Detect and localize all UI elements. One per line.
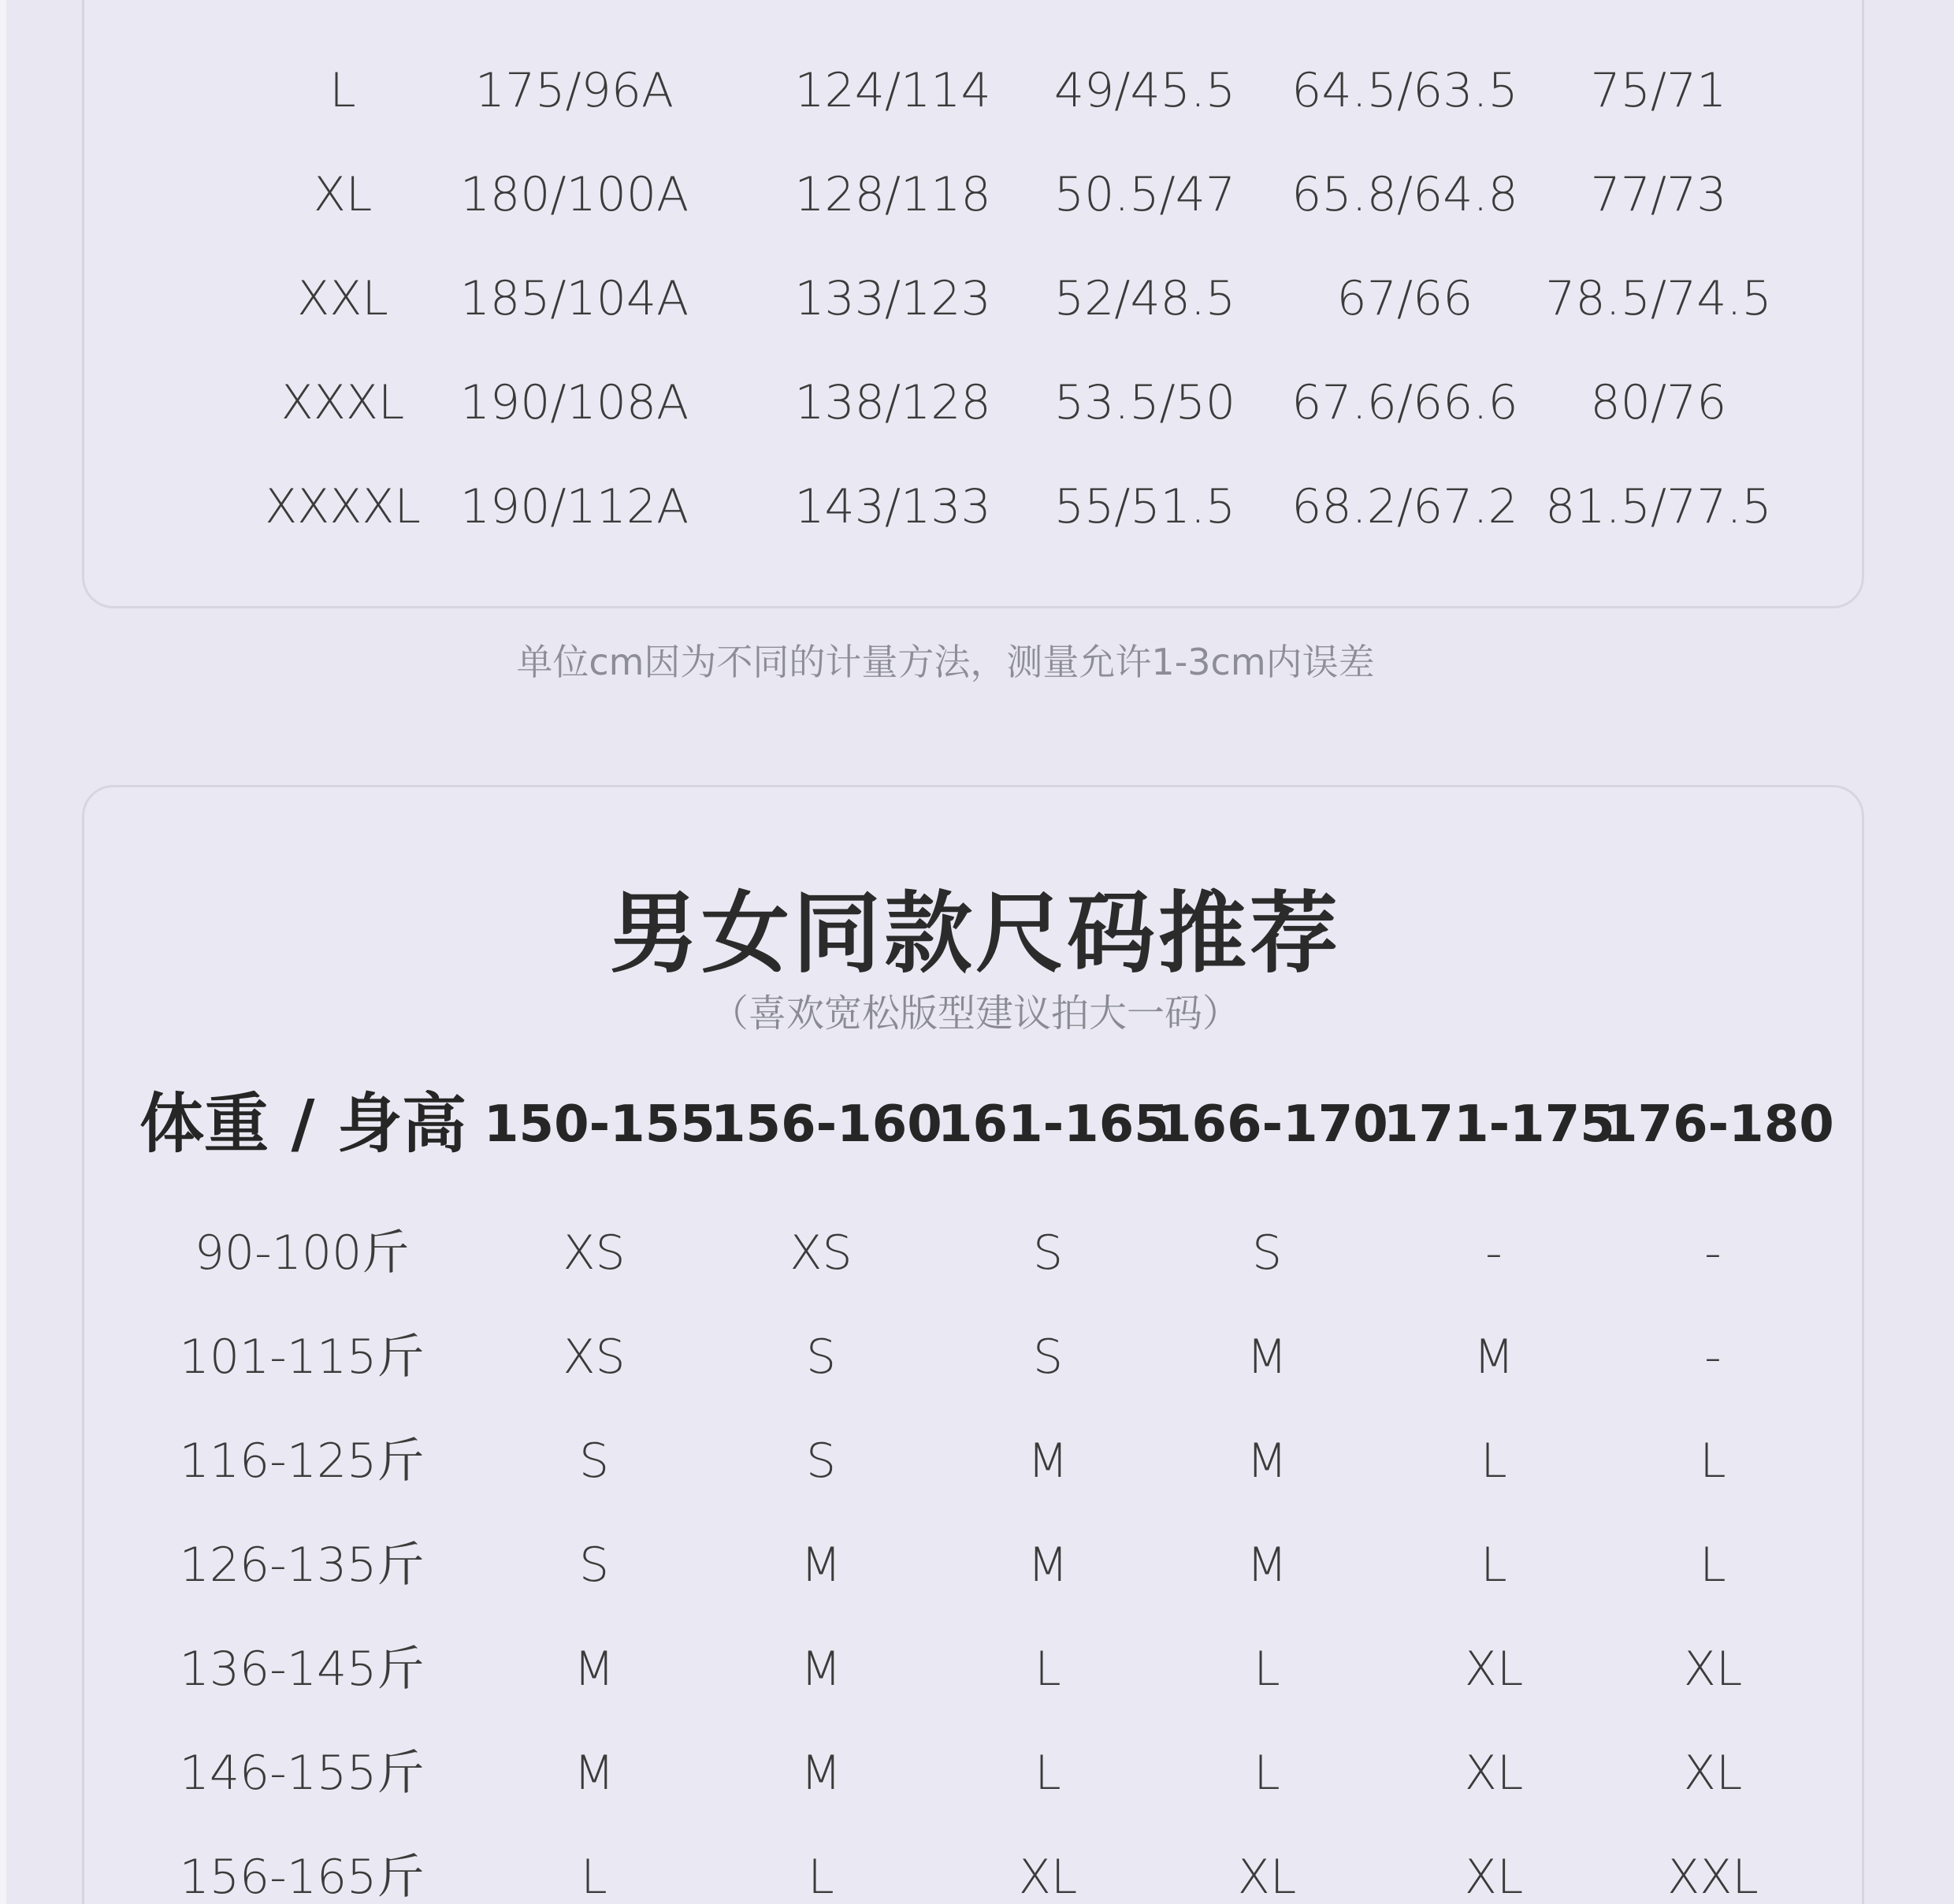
recommended-size-cell: XS (789, 1225, 853, 1281)
recommended-size-cell: XXL (1667, 1850, 1759, 1904)
size-label-cell: XXXL (280, 375, 405, 430)
size-measure-cell: 190/108A (459, 375, 689, 430)
size-measure-cell: 49/45.5 (1053, 63, 1236, 118)
size-measure-cell: 53.5/50 (1053, 375, 1236, 430)
size-table-row (84, 475, 1862, 538)
size-table-row (84, 163, 1862, 226)
size-measure-cell: 185/104A (459, 271, 689, 326)
recommendation-row (84, 1530, 1862, 1601)
weight-height-corner-header: 体重 / 身高 (139, 1087, 467, 1162)
recommended-size-cell: S (578, 1434, 610, 1489)
height-column-header: 171-175 (1384, 1095, 1615, 1154)
size-measure-cell: 67/66 (1336, 271, 1473, 326)
recommendation-subtitle: （喜欢宽松版型建议拍大一码） (710, 991, 1240, 1036)
height-column-header: 176-180 (1603, 1095, 1834, 1154)
size-table-card (82, 0, 1864, 608)
recommended-size-cell: S (1251, 1225, 1283, 1281)
recommended-size-cell: S (1032, 1329, 1064, 1385)
size-measure-cell: 67.6/66.6 (1291, 375, 1518, 430)
recommended-size-cell: XL (1683, 1746, 1743, 1801)
recommended-size-cell: S (805, 1329, 837, 1385)
recommended-size-cell: M (1246, 1434, 1287, 1489)
recommended-size-cell: L (808, 1850, 834, 1904)
recommendation-card (82, 785, 1864, 1904)
recommended-size-cell: S (578, 1538, 610, 1593)
recommended-size-cell: L (1035, 1642, 1061, 1697)
size-label-cell: XXL (297, 271, 388, 326)
recommended-size-cell: XL (1683, 1642, 1743, 1697)
weight-range-cell: 126-135斤 (179, 1538, 425, 1593)
size-measure-cell: 124/114 (794, 63, 991, 118)
recommended-size-cell: M (1027, 1434, 1068, 1489)
recommendation-row (84, 1426, 1862, 1497)
weight-range-cell: 146-155斤 (179, 1746, 425, 1801)
recommended-size-cell: M (1027, 1538, 1068, 1593)
recommended-size-cell: XL (1464, 1850, 1524, 1904)
size-measure-cell: 143/133 (794, 479, 991, 534)
size-table-row (84, 59, 1862, 122)
size-measure-cell: 65.8/64.8 (1291, 167, 1518, 222)
recommended-size-cell: XL (1464, 1746, 1524, 1801)
weight-range-cell: 90-100斤 (194, 1225, 410, 1281)
recommendation-row (84, 1842, 1862, 1904)
recommendation-row (84, 1322, 1862, 1393)
size-measure-cell: 180/100A (459, 167, 689, 222)
recommended-size-cell: - (1704, 1329, 1722, 1385)
height-column-header: 150-155 (484, 1095, 715, 1154)
size-measure-cell: 75/71 (1590, 63, 1727, 118)
recommended-size-cell: XL (1464, 1642, 1524, 1697)
recommended-size-cell: M (1473, 1329, 1514, 1385)
recommended-size-cell: XS (563, 1225, 626, 1281)
recommended-size-cell: S (1032, 1225, 1064, 1281)
recommended-size-cell: S (805, 1434, 837, 1489)
size-measure-cell: 190/112A (459, 479, 689, 534)
recommendation-row (84, 1218, 1862, 1289)
recommended-size-cell: L (581, 1850, 607, 1904)
recommended-size-cell: XL (1237, 1850, 1297, 1904)
recommendation-row (84, 1634, 1862, 1705)
recommended-size-cell: L (1035, 1746, 1061, 1801)
recommendation-row (84, 1738, 1862, 1809)
weight-range-cell: 156-165斤 (179, 1850, 425, 1904)
size-measure-cell: 80/76 (1590, 375, 1727, 430)
size-label-cell: L (329, 63, 356, 118)
size-measure-cell: 133/123 (794, 271, 991, 326)
recommended-size-cell: M (574, 1642, 615, 1697)
recommended-size-cell: L (1254, 1642, 1280, 1697)
weight-range-cell: 116-125斤 (179, 1434, 425, 1489)
size-measure-cell: 175/96A (474, 63, 674, 118)
weight-range-cell: 101-115斤 (179, 1329, 425, 1385)
recommended-size-cell: XS (563, 1329, 626, 1385)
height-column-header: 156-160 (711, 1095, 942, 1154)
size-label-cell: XXXXL (265, 479, 421, 534)
size-measure-cell: 138/128 (794, 375, 991, 430)
height-column-header: 166-170 (1157, 1095, 1388, 1154)
size-table-row (84, 267, 1862, 330)
recommended-size-cell: M (574, 1746, 615, 1801)
recommended-size-cell: L (1480, 1538, 1507, 1593)
recommended-size-cell: L (1700, 1434, 1726, 1489)
size-measure-cell: 81.5/77.5 (1545, 479, 1772, 534)
recommended-size-cell: M (801, 1746, 841, 1801)
size-measure-cell: 55/51.5 (1053, 479, 1236, 534)
recommended-size-cell: L (1700, 1538, 1726, 1593)
size-measure-cell: 64.5/63.5 (1291, 63, 1518, 118)
size-measure-cell: 68.2/67.2 (1291, 479, 1518, 534)
recommended-size-cell: M (801, 1538, 841, 1593)
recommended-size-cell: L (1480, 1434, 1507, 1489)
size-measure-cell: 52/48.5 (1053, 271, 1236, 326)
left-edge-strip (0, 0, 6, 1904)
size-table-row (84, 371, 1862, 434)
recommended-size-cell: XL (1018, 1850, 1078, 1904)
recommended-size-cell: - (1485, 1225, 1503, 1281)
recommended-size-cell: M (801, 1642, 841, 1697)
recommendation-title: 男女同款尺码推荐 (610, 883, 1341, 985)
recommended-size-cell: L (1254, 1746, 1280, 1801)
measurement-note: 单位cm因为不同的计量方法，测量允许1-3cm内误差 (516, 641, 1375, 683)
height-column-header: 161-165 (938, 1095, 1169, 1154)
weight-range-cell: 136-145斤 (179, 1642, 425, 1697)
size-measure-cell: 77/73 (1590, 167, 1727, 222)
recommended-size-cell: M (1246, 1329, 1287, 1385)
recommended-size-cell: - (1704, 1225, 1722, 1281)
size-label-cell: XL (313, 167, 373, 222)
size-measure-cell: 78.5/74.5 (1545, 271, 1772, 326)
size-measure-cell: 128/118 (794, 167, 991, 222)
size-measure-cell: 50.5/47 (1053, 167, 1236, 222)
recommended-size-cell: M (1246, 1538, 1287, 1593)
